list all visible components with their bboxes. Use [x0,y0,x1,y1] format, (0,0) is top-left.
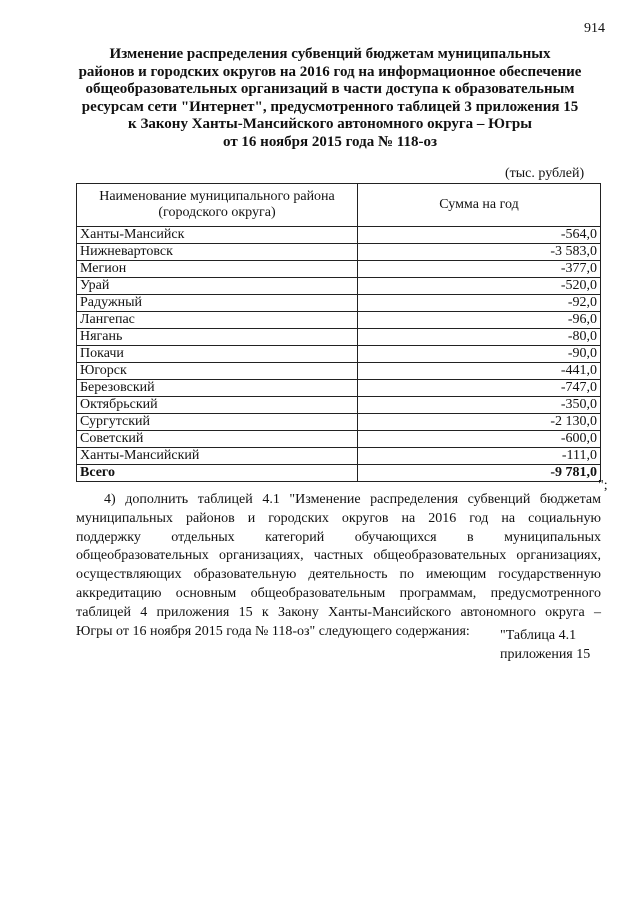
table-row [77,261,601,278]
row-name: Радужный [77,295,358,312]
total-label: Всего [77,465,358,482]
row-amount: -96,0 [358,312,601,329]
row-name: Югорск [77,363,358,380]
row-name: Нижневартовск [77,244,358,261]
row-name: Сургутский [77,414,358,431]
table-row [77,227,601,244]
title-line: от 16 ноября 2015 года № 118-оз [223,133,437,150]
row-name: Ханты-Мансийск [77,227,358,244]
row-amount: -747,0 [358,380,601,397]
table-row [77,431,601,448]
row-amount: -92,0 [358,295,601,312]
title-line: Изменение распределения субвенций бюджетам муниципальных [109,46,551,62]
document-title [60,46,600,151]
row-name: Березовский [77,380,358,397]
closing-quote: "; [598,478,608,493]
table-row [77,312,601,329]
row-name: Урай [77,278,358,295]
table-row [77,414,601,431]
title-line: общеобразовательных организаций в части доступа к образовательным [85,81,575,97]
paragraph-line: общеобразовательных организациях, частных общеобразовательных организациях, [76,548,601,564]
table-row [77,448,601,465]
row-amount: -564,0 [358,227,601,244]
paragraph-line: осуществляющих образовательную деятельность по имеющим государственную [76,567,601,583]
table-ref-line: "Таблица 4.1 [500,628,577,643]
title-line: ресурсам сети "Интернет", предусмотренного таблицей 3 приложения 15 [81,98,579,115]
table-row [77,329,601,346]
row-amount: -2 130,0 [358,414,601,431]
subventions-table [76,183,601,482]
table-row [77,278,601,295]
table-reference [500,626,590,664]
row-amount: -520,0 [358,278,601,295]
paragraph-line: таблицей 4 приложения 15 к Закону Ханты-Мансийского автономного округа – [76,604,601,620]
total-row [77,465,601,482]
row-name: Лангепас [77,312,358,329]
row-amount: -600,0 [358,431,601,448]
table-row [77,397,601,414]
row-amount: -350,0 [358,397,601,414]
row-name: Покачи [77,346,358,363]
table-row [77,363,601,380]
row-amount: -80,0 [358,329,601,346]
paragraph-line: аккредитацию основным общеобразовательным программам, предусмотренного [76,585,601,601]
row-amount: -441,0 [358,363,601,380]
row-name: Октябрьский [77,397,358,414]
table-row [77,244,601,261]
units-label: (тыс. рублей) [505,166,585,181]
table-ref-line: приложения 15 [500,647,591,662]
table-header-row [77,184,601,227]
amendment-paragraph [76,491,601,641]
title-line: районов и городских округов на 2016 год на информационное обеспечение [78,63,582,80]
header-name: Наименование муниципального района (городского округа) [77,184,358,227]
row-name: Ханты-Мансийский [77,448,358,465]
paragraph-line: Югры от 16 ноября 2015 года № 118-оз" следующего содержания: [76,623,470,639]
paragraph-line: муниципальных районов и городских округов на 2016 год на социальную [76,510,601,526]
row-amount: -377,0 [358,261,601,278]
table-row [77,346,601,363]
row-amount: -111,0 [358,448,601,465]
row-name: Нягань [77,329,358,346]
paragraph-line: 4) дополнить таблицей 4.1 "Изменение распределения субвенций бюджетам [104,492,601,507]
total-amount: -9 781,0 [358,465,601,482]
row-name: Мегион [77,261,358,278]
table-row [77,380,601,397]
paragraph-line: поддержку отдельных категорий обучающихся в муниципальных [76,529,601,545]
page-number: 914 [584,21,605,36]
header-amount: Сумма на год [358,184,601,227]
table-row [77,295,601,312]
title-line: к Закону Ханты-Мансийского автономного округа – Югры [128,116,532,132]
row-amount: -90,0 [358,346,601,363]
row-name: Советский [77,431,358,448]
row-amount: -3 583,0 [358,244,601,261]
